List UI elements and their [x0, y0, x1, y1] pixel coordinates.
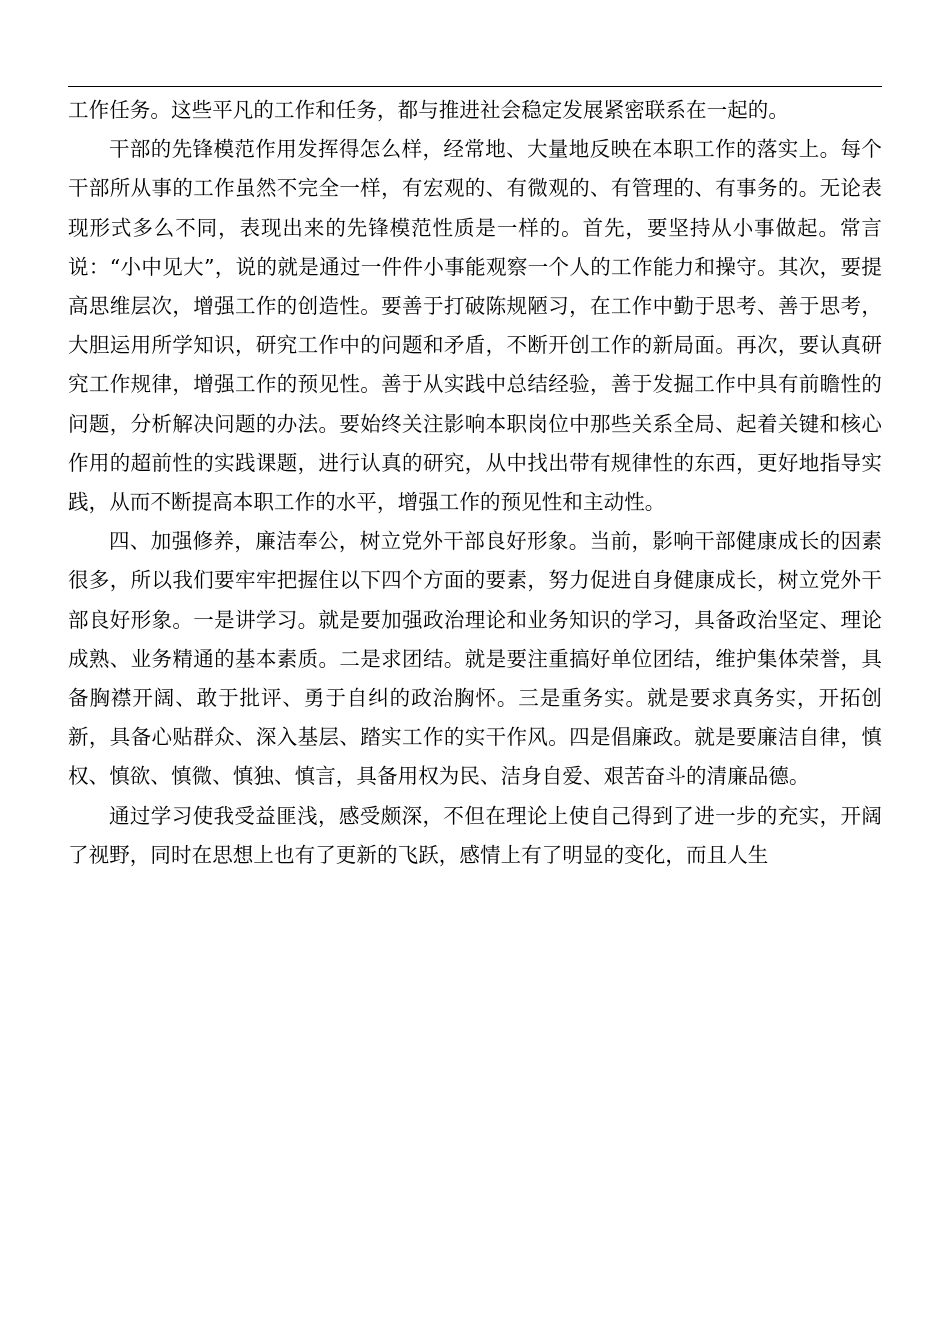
paragraph-vanguard-role: 干部的先锋模范作用发挥得怎么样，经常地、大量地反映在本职工作的落实上。每个干部所从事的工作虽然不完全一样，有宏观的、有微观的、有管理的、有事务的。无论表现形式多么不同，表现出来的先锋模范性质是一样的。首先，要坚持从小事做起。常言说：“小中见大”，说的就是通过一件件小事能观察一个人的工作能力和操守。其次，要提高思维层次，增强工作的创造性。要善于打破陈规陋习，在工作中勤于思考、善于思考，大胆运用所学知识，研究工作中的问题和矛盾，不断开创工作的新局面。再次，要认真研究工作规律，增强工作的预见性。善于从实践中总结经验，善于发掘工作中具有前瞻性的问题，分析解决问题的办法。要始终关注影响本职岗位中那些关系全局、起着关键和核心作用的超前性的实践课题，进行认真的研究，从中找出带有规律性的东西，更好地指导实践，从而不断提高本职工作的水平，增强工作的预见性和主动性。 — [68, 137, 882, 515]
header-rule — [68, 86, 882, 87]
document-body — [68, 91, 882, 875]
paragraph-learning-gains: 通过学习使我受益匪浅，感受颇深，不但在理论上使自己得到了进一步的充实，开阔了视野，同时在思想上也有了更新的飞跃，感情上有了明显的变化，而且人生 — [68, 803, 882, 867]
paragraph-continuation: 工作任务。这些平凡的工作和任务，都与推进社会稳定发展紧密联系在一起的。 — [68, 98, 789, 122]
paragraph-self-cultivation: 四、加强修养，廉洁奉公，树立党外干部良好形象。当前，影响干部健康成长的因素很多，所以我们要牢牢把握住以下四个方面的要素，努力促进自身健康成长，树立党外干部良好形象。一是讲学习。就是要加强政治理论和业务知识的学习，具备政治坚定、理论成熟、业务精通的基本素质。二是求团结。就是要注重搞好单位团结，维护集体荣誉，具备胸襟开阔、敢于批评、勇于自纠的政治胸怀。三是重务实。就是要求真务实，开拓创新，具备心贴群众、深入基层、踏实工作的实干作风。四是倡廉政。就是要廉洁自律，慎权、慎欲、慎微、慎独、慎言，具备用权为民、洁身自爱、艰苦奋斗的清廉品德。 — [68, 529, 882, 789]
